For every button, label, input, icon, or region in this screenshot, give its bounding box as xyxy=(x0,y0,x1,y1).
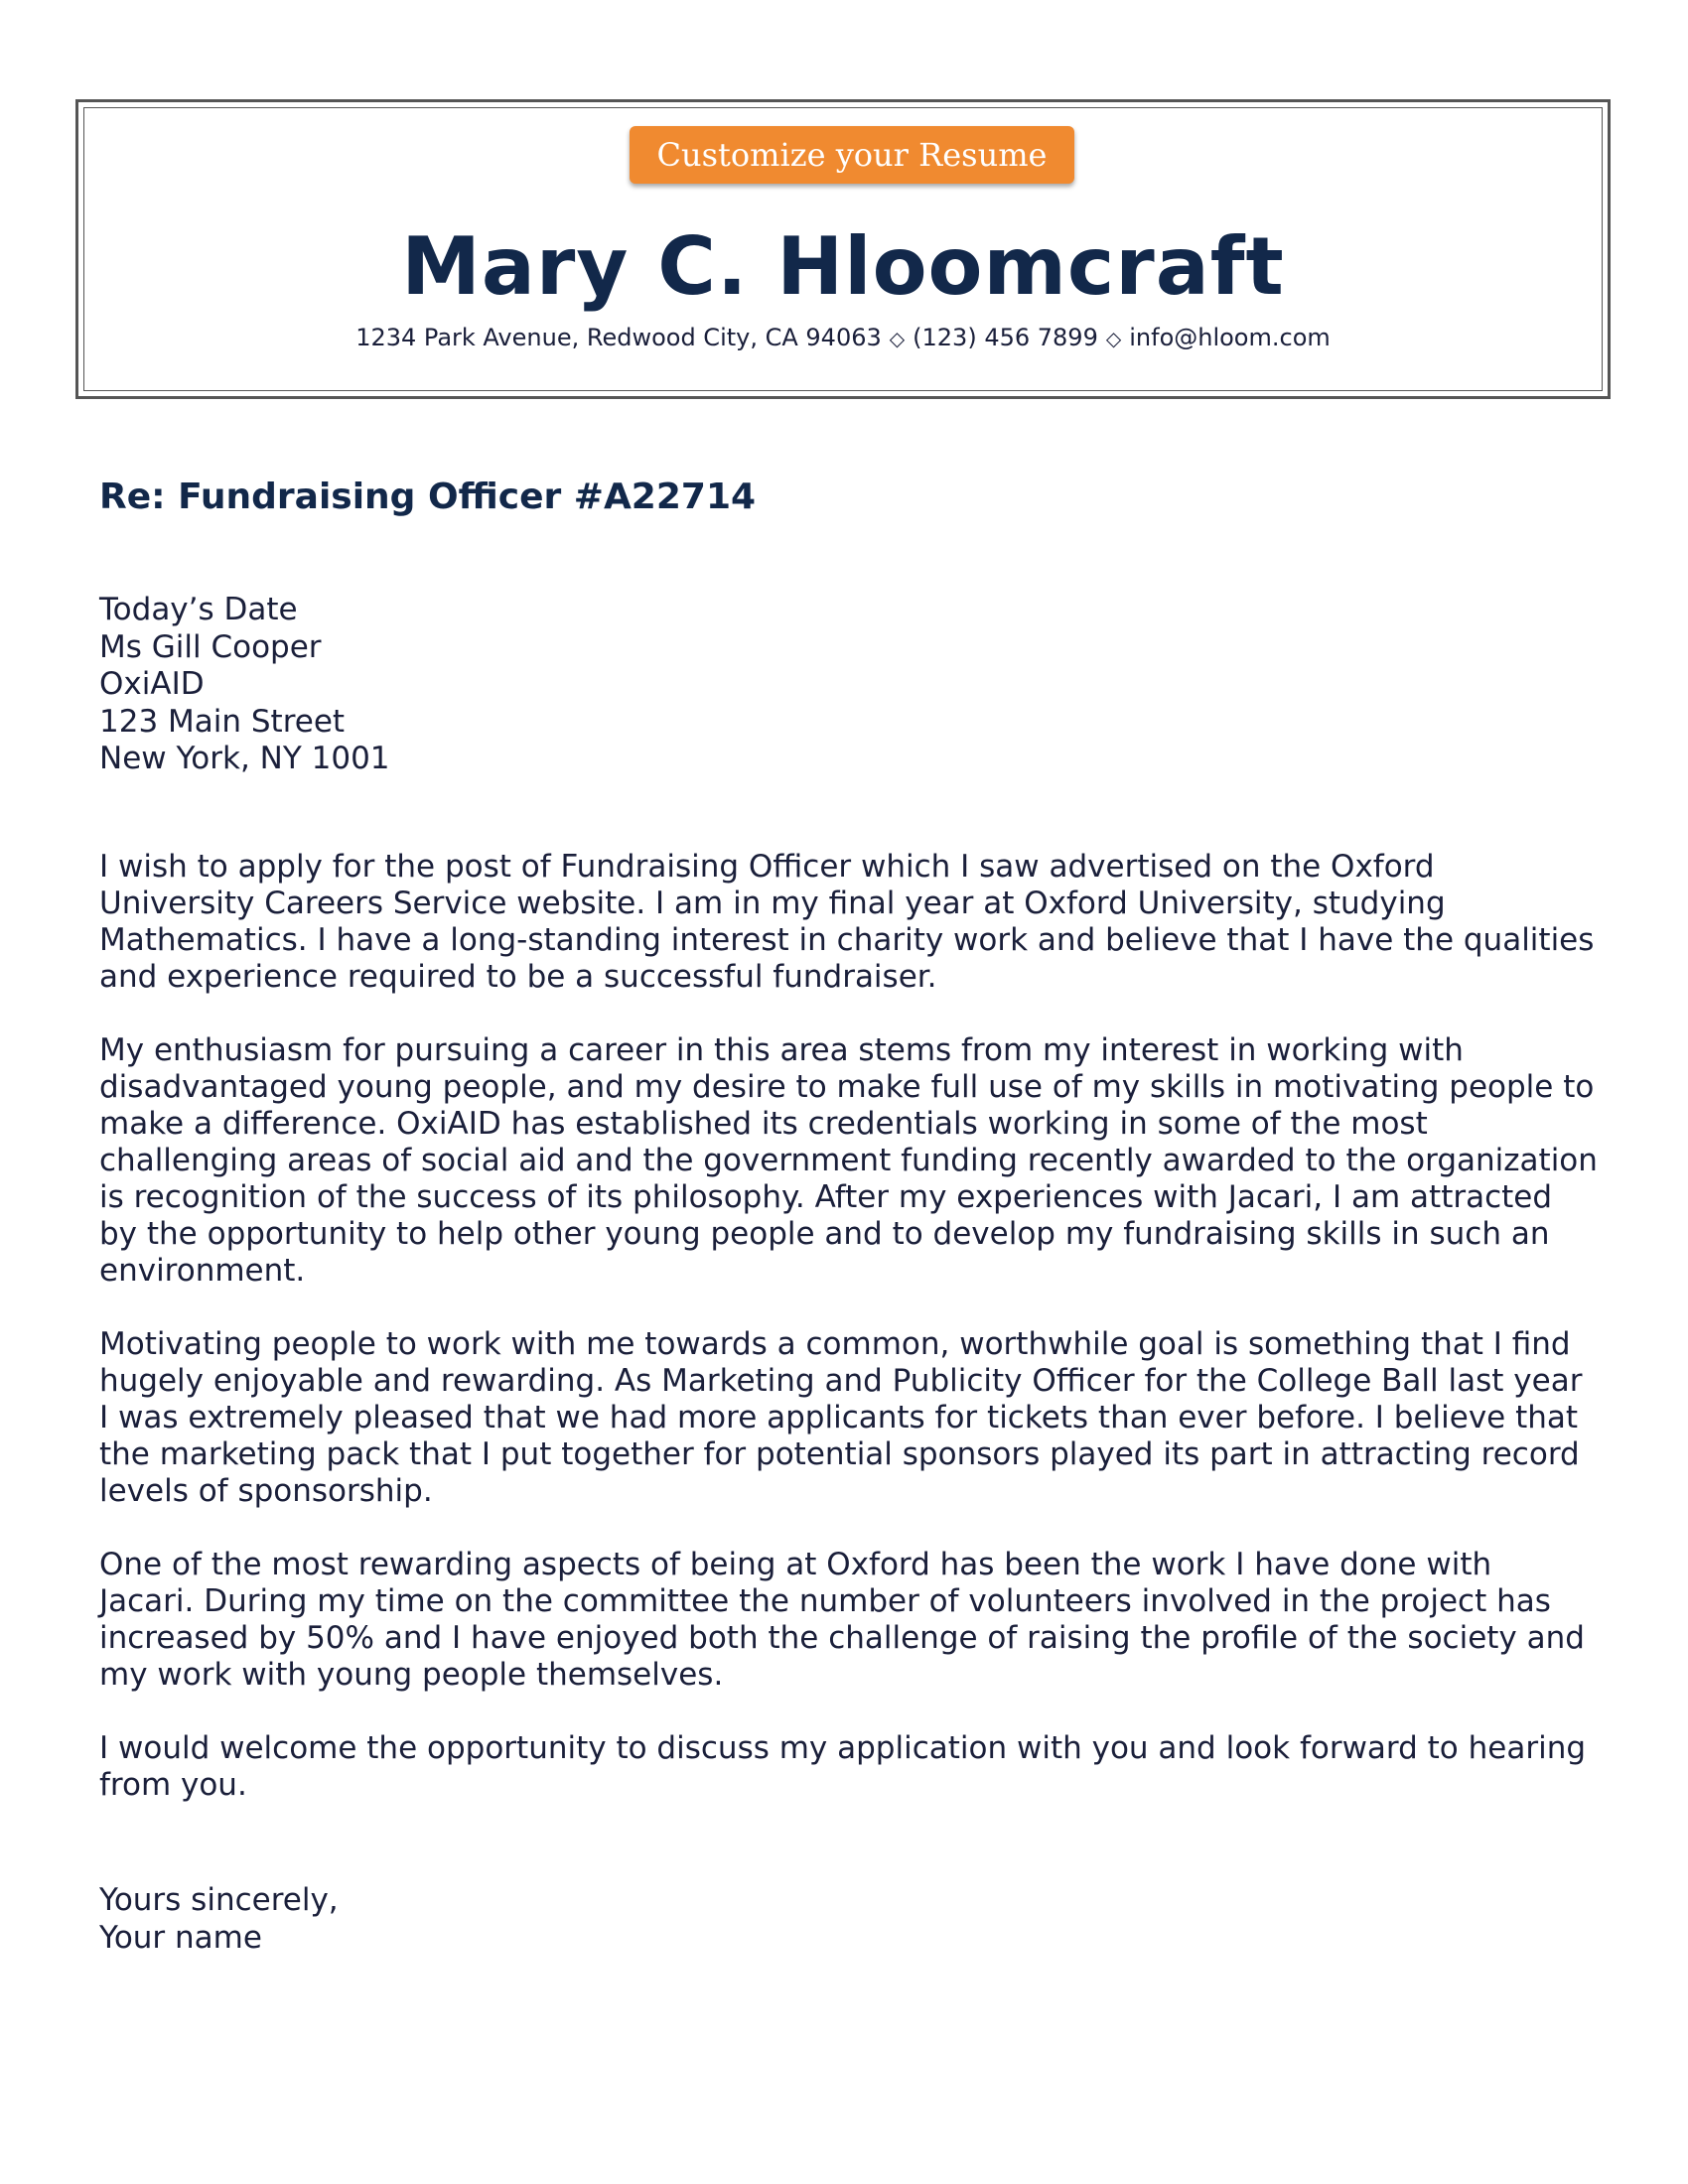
text-line: I wish to apply for the post of Fundraising Officer which I saw advertised on the Oxford xyxy=(99,849,1435,885)
diamond-separator-icon: ◇ xyxy=(889,327,906,350)
recipient-block xyxy=(99,592,390,778)
recipient-street: 123 Main Street xyxy=(99,703,346,740)
text-line: levels of sponsorship. xyxy=(99,1473,433,1509)
recipient-city: New York, NY 1001 xyxy=(99,741,390,776)
text-line: my work with young people themselves. xyxy=(99,1657,724,1693)
text-line: and experience required to be a successful fundraiser. xyxy=(99,959,937,995)
paragraph-1 xyxy=(99,849,1595,996)
letter-date: Today’s Date xyxy=(99,592,298,627)
text-line: hugely enjoyable and rewarding. As Marketing and Publicity Officer for the College Ball last year xyxy=(99,1363,1583,1399)
text-line: I would welcome the opportunity to discuss my application with you and look forward to hearing xyxy=(99,1730,1587,1766)
applicant-name: Mary C. Hloomcraft xyxy=(401,220,1285,313)
subject-line: Re: Fundraising Officer #A22714 xyxy=(99,477,757,517)
text-line: from you. xyxy=(99,1767,247,1803)
letter-body xyxy=(99,849,1598,1841)
contact-line xyxy=(78,323,1608,353)
paragraph-2 xyxy=(99,1032,1598,1290)
contact-email: info@hloom.com xyxy=(1129,324,1331,351)
text-line: My enthusiasm for pursuing a career in this area stems from my interest in working with xyxy=(99,1032,1464,1068)
closing-block xyxy=(99,1882,339,1957)
text-line: increased by 50% and I have enjoyed both the challenge of raising the profile of the society and xyxy=(99,1620,1585,1656)
contact-address: 1234 Park Avenue, Redwood City, CA 94063 xyxy=(355,324,882,351)
closing-salutation: Yours sincerely, xyxy=(99,1882,339,1918)
paragraph-4 xyxy=(99,1547,1589,1694)
text-line: Jacari. During my time on the committee the number of volunteers involved in the project has xyxy=(99,1583,1551,1619)
text-line: I was extremely pleased that we had more applicants for tickets than ever before. I believe that xyxy=(99,1400,1579,1435)
recipient-company: OxiAID xyxy=(99,666,205,702)
text-line: is recognition of the success of its philosophy. After my experiences with Jacari, I am attracted xyxy=(99,1179,1553,1215)
text-line: disadvantaged young people, and my desire to make full use of my skills in motivating people to xyxy=(99,1069,1595,1105)
text-line: University Careers Service website. I am in my final year at Oxford University, studying xyxy=(99,886,1446,921)
letterhead-box xyxy=(75,99,1611,399)
text-line: Motivating people to work with me towards a common, worthwhile goal is something that I find xyxy=(99,1326,1571,1362)
paragraph-5 xyxy=(99,1730,1589,1804)
diamond-separator-icon: ◇ xyxy=(1105,327,1122,350)
text-line: challenging areas of social aid and the government funding recently awarded to the organization xyxy=(99,1143,1598,1178)
paragraph-3 xyxy=(99,1326,1589,1510)
customize-resume-button[interactable]: Customize your Resume xyxy=(630,126,1074,184)
text-line: by the opportunity to help other young people and to develop my fundraising skills in such an xyxy=(99,1216,1550,1252)
contact-phone: (123) 456 7899 xyxy=(913,324,1098,351)
text-line: Mathematics. I have a long-standing interest in charity work and believe that I have the qualities xyxy=(99,922,1595,958)
text-line: environment. xyxy=(99,1253,306,1289)
text-line: One of the most rewarding aspects of being at Oxford has been the work I have done with xyxy=(99,1547,1492,1582)
recipient-name: Ms Gill Cooper xyxy=(99,628,322,665)
signature-name: Your name xyxy=(99,1919,262,1956)
text-line: the marketing pack that I put together for potential sponsors played its part in attracting record xyxy=(99,1436,1580,1472)
text-line: make a difference. OxiAID has established its credentials working in some of the most xyxy=(99,1106,1428,1142)
